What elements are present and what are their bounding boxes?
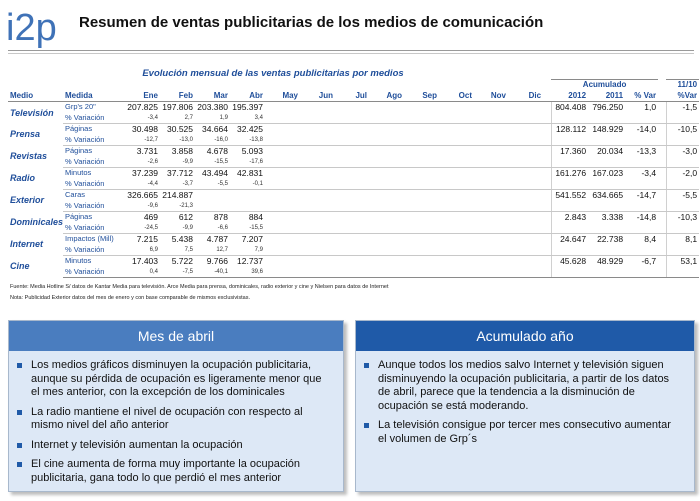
month-variation: -16,0 bbox=[195, 135, 230, 146]
col-month: Dic bbox=[508, 91, 543, 102]
col-month: Sep bbox=[404, 91, 439, 102]
month-value: 326.665 bbox=[127, 190, 158, 200]
table-row bbox=[8, 212, 699, 223]
variation-row bbox=[8, 245, 699, 256]
month-variation: 7,5 bbox=[160, 245, 195, 256]
panel-acumulado-ano bbox=[355, 320, 695, 492]
month-value: 3.858 bbox=[171, 146, 193, 156]
square-bullet-icon bbox=[17, 443, 22, 448]
month-variation: -6,6 bbox=[195, 223, 230, 234]
month-value: 37.239 bbox=[132, 168, 158, 178]
variation-row bbox=[8, 267, 699, 278]
medida-unit: Páginas bbox=[65, 146, 93, 155]
variacion-label: % Variación bbox=[63, 267, 123, 278]
variation-row bbox=[8, 157, 699, 168]
acc-2011: 167.023 bbox=[592, 168, 624, 178]
medida-unit: Páginas bbox=[65, 124, 93, 133]
acc-var: -14,0 bbox=[636, 124, 657, 134]
bullet-item bbox=[31, 458, 329, 485]
acc-2011: 22.738 bbox=[597, 234, 624, 244]
variacion-label: % Variación bbox=[63, 113, 123, 124]
var-1110: 53,1 bbox=[666, 256, 699, 267]
bullet-text: La televisión consigue por tercer mes consecutivo aumentar el volumen de Grp´s bbox=[378, 419, 671, 445]
month-variation: 1,9 bbox=[195, 113, 230, 124]
acc-var: 1,0 bbox=[644, 102, 657, 112]
column-header-row bbox=[8, 91, 699, 102]
variation-row bbox=[8, 201, 699, 212]
month-value: 9.766 bbox=[206, 256, 228, 266]
month-variation bbox=[230, 201, 265, 212]
variacion-label: % Variación bbox=[63, 157, 123, 168]
month-value: 197.806 bbox=[162, 102, 193, 112]
var-1110: -2,0 bbox=[666, 168, 699, 179]
medio-name: Prensa bbox=[10, 129, 41, 140]
month-variation: -13,8 bbox=[230, 135, 265, 146]
month-value: 214.887 bbox=[162, 190, 193, 200]
var-1110: -5,5 bbox=[666, 190, 699, 201]
bullet-list bbox=[9, 359, 343, 485]
month-variation: -9,6 bbox=[123, 201, 160, 212]
acc-2011: 20.034 bbox=[597, 146, 624, 156]
month-variation: -12,7 bbox=[123, 135, 160, 146]
col-month: Feb bbox=[160, 91, 195, 102]
month-variation: -0,1 bbox=[230, 179, 265, 190]
month-value: 34.664 bbox=[202, 124, 228, 134]
month-value: 5.093 bbox=[241, 146, 263, 156]
month-variation: 6,9 bbox=[123, 245, 160, 256]
var-1110: -3,0 bbox=[666, 146, 699, 157]
col-var1110: %Var bbox=[666, 91, 699, 102]
col-month: Jun bbox=[300, 91, 335, 102]
month-value: 4.678 bbox=[206, 146, 228, 156]
square-bullet-icon bbox=[364, 363, 369, 368]
medio-name: Internet bbox=[10, 239, 44, 250]
acc-2012: 128.112 bbox=[551, 124, 588, 135]
month-value: 37.712 bbox=[167, 168, 193, 178]
acc-2012: 804.408 bbox=[551, 102, 588, 113]
var-1110: -10,5 bbox=[666, 124, 699, 135]
col-month: Abr bbox=[230, 91, 265, 102]
medida-unit: Páginas bbox=[65, 212, 93, 221]
month-variation: -7,5 bbox=[160, 267, 195, 278]
month-variation: -9,9 bbox=[160, 157, 195, 168]
month-value bbox=[195, 190, 230, 201]
col-2012: 2012 bbox=[551, 91, 588, 102]
col-2011: 2011 bbox=[588, 91, 625, 102]
table-row bbox=[8, 234, 699, 245]
bullet-text: El cine aumenta de forma muy importante la ocupación publicitaria, gana todo lo que perdió el mes anterior bbox=[31, 458, 301, 484]
month-value: 5.438 bbox=[171, 234, 193, 244]
col-medida: Medida bbox=[63, 91, 123, 102]
month-variation: 3,4 bbox=[230, 113, 265, 124]
acc-2012: 161.276 bbox=[551, 168, 588, 179]
medio-name: Televisión bbox=[10, 107, 54, 118]
table-row bbox=[8, 124, 699, 135]
acc-var: -3,4 bbox=[641, 168, 657, 178]
panel-title: Acumulado año bbox=[356, 321, 694, 351]
col-month: Ago bbox=[369, 91, 404, 102]
medida-unit: Caras bbox=[65, 190, 86, 199]
panel-mes-abril bbox=[8, 320, 344, 492]
month-value: 612 bbox=[178, 212, 193, 222]
variacion-label: % Variación bbox=[63, 201, 123, 212]
table-row bbox=[8, 256, 699, 267]
growth-label: 11/10 bbox=[666, 80, 699, 91]
month-value: 30.498 bbox=[132, 124, 158, 134]
bullet-text: La radio mantiene el nivel de ocupación con respecto al mismo nivel del año anterior bbox=[31, 405, 303, 431]
col-month: Jul bbox=[335, 91, 369, 102]
variacion-label: % Variación bbox=[63, 223, 123, 234]
month-value: 30.525 bbox=[167, 124, 193, 134]
month-variation: -17,6 bbox=[230, 157, 265, 168]
acc-2012: 541.552 bbox=[551, 190, 588, 201]
table-subtitle: Evolución mensual de las ventas publicitarias por medios bbox=[142, 68, 404, 79]
acc-var: 8,4 bbox=[644, 234, 657, 244]
square-bullet-icon bbox=[17, 363, 22, 368]
col-month: Mar bbox=[195, 91, 230, 102]
month-value: 203.380 bbox=[197, 102, 228, 112]
acc-var: -14,7 bbox=[636, 190, 657, 200]
month-variation: 0,4 bbox=[123, 267, 160, 278]
header-divider bbox=[8, 50, 694, 51]
acumulado-label: Acumulado bbox=[551, 80, 658, 91]
col-month: May bbox=[265, 91, 300, 102]
bullet-item bbox=[378, 419, 680, 446]
variacion-label: % Variación bbox=[63, 245, 123, 256]
acumulado-header-row bbox=[8, 80, 699, 91]
medio-name: Exterior bbox=[10, 195, 45, 206]
panel-title: Mes de abril bbox=[9, 321, 343, 351]
square-bullet-icon bbox=[17, 462, 22, 467]
month-value: 42.831 bbox=[237, 168, 263, 178]
variacion-label: % Variación bbox=[63, 135, 123, 146]
acc-2012: 17.360 bbox=[551, 146, 588, 157]
month-value: 5.722 bbox=[171, 256, 193, 266]
month-value: 32.425 bbox=[237, 124, 263, 134]
bullet-text: Internet y televisión aumentan la ocupación bbox=[31, 438, 243, 451]
month-variation: 7,9 bbox=[230, 245, 265, 256]
col-pvar: % Var bbox=[625, 91, 658, 102]
month-value: 469 bbox=[143, 212, 158, 222]
month-variation: 2,7 bbox=[160, 113, 195, 124]
acc-2011: 796.250 bbox=[592, 102, 624, 112]
bullet-item bbox=[31, 406, 329, 433]
month-variation: -2,6 bbox=[123, 157, 160, 168]
medio-name: Dominicales bbox=[10, 217, 63, 228]
col-month: Ene bbox=[123, 91, 160, 102]
square-bullet-icon bbox=[17, 410, 22, 415]
month-variation: -15,5 bbox=[230, 223, 265, 234]
month-value: 7.207 bbox=[241, 234, 263, 244]
acc-2011: 634.665 bbox=[592, 190, 624, 200]
medio-name: Revistas bbox=[10, 151, 48, 162]
page-title: Resumen de ventas publicitarias de los medios de comunicación bbox=[79, 14, 544, 31]
month-value: 4.787 bbox=[206, 234, 228, 244]
bullet-list bbox=[356, 359, 694, 446]
month-variation: -13,0 bbox=[160, 135, 195, 146]
month-value: 3.731 bbox=[136, 146, 158, 156]
month-variation: -4,4 bbox=[123, 179, 160, 190]
month-variation: -24,5 bbox=[123, 223, 160, 234]
medida-unit: Minutos bbox=[65, 256, 92, 265]
acc-var: -13,3 bbox=[636, 146, 657, 156]
month-variation bbox=[195, 201, 230, 212]
month-variation: -5,5 bbox=[195, 179, 230, 190]
medio-name: Radio bbox=[10, 173, 36, 184]
table-row bbox=[8, 190, 699, 201]
acc-var: -6,7 bbox=[641, 256, 657, 266]
var-1110: -10,3 bbox=[666, 212, 699, 223]
header-divider-secondary bbox=[8, 53, 694, 54]
month-variation: -3,7 bbox=[160, 179, 195, 190]
sales-table bbox=[8, 79, 699, 278]
acc-2011: 148.929 bbox=[592, 124, 624, 134]
month-value: 884 bbox=[248, 212, 263, 222]
month-value: 17.403 bbox=[132, 256, 158, 266]
month-value: 12.737 bbox=[237, 256, 263, 266]
acc-var: -14,8 bbox=[636, 212, 657, 222]
acc-2012: 45.628 bbox=[551, 256, 588, 267]
bullet-item bbox=[31, 359, 329, 400]
exterior-note: Nota: Publicidad Exterior datos del mes de enero y con base comparable de mismos exclusivistas. bbox=[10, 295, 250, 301]
month-value bbox=[230, 190, 265, 201]
variation-row bbox=[8, 179, 699, 190]
variation-row bbox=[8, 223, 699, 234]
variacion-label: % Variación bbox=[63, 179, 123, 190]
table-row bbox=[8, 146, 699, 157]
col-medio: Medio bbox=[8, 91, 63, 102]
col-month: Nov bbox=[474, 91, 508, 102]
acc-2011: 3.338 bbox=[601, 212, 624, 222]
var-1110: -1,5 bbox=[666, 102, 699, 113]
month-value: 878 bbox=[213, 212, 228, 222]
month-variation: -15,5 bbox=[195, 157, 230, 168]
var-1110: 8,1 bbox=[666, 234, 699, 245]
month-variation: 12,7 bbox=[195, 245, 230, 256]
month-value: 195.397 bbox=[232, 102, 263, 112]
bullet-text: Aunque todos los medios salvo Internet y televisión siguen disminuyendo la ocupación publicitaria, a partir de los datos de abril, parece que la tendencia a la disminución de ocupación se está moderando. bbox=[378, 359, 670, 412]
acc-2012: 2.843 bbox=[551, 212, 588, 223]
acc-2012: 24.647 bbox=[551, 234, 588, 245]
i2p-logo bbox=[6, 6, 66, 50]
month-value: 207.825 bbox=[127, 102, 158, 112]
month-value: 43.494 bbox=[202, 168, 228, 178]
medio-name: Cine bbox=[10, 261, 30, 272]
medida-unit: Grp's 20" bbox=[65, 102, 96, 111]
month-variation: -21,3 bbox=[160, 201, 195, 212]
variation-row bbox=[8, 113, 699, 124]
square-bullet-icon bbox=[364, 423, 369, 428]
month-variation: 39,6 bbox=[230, 267, 265, 278]
bullet-item bbox=[378, 359, 680, 413]
col-month: Oct bbox=[439, 91, 474, 102]
logo-text: i2p bbox=[6, 7, 57, 49]
medida-unit: Impactos (Mill) bbox=[65, 234, 114, 243]
table-row bbox=[8, 102, 699, 113]
medida-unit: Minutos bbox=[65, 168, 92, 177]
bullet-item bbox=[31, 439, 329, 453]
month-value: 7.215 bbox=[136, 234, 158, 244]
month-variation: -3,4 bbox=[123, 113, 160, 124]
month-variation: -9,9 bbox=[160, 223, 195, 234]
acc-2011: 48.929 bbox=[597, 256, 624, 266]
source-note: Fuente: Media Hotline S/ datos de Kantar Media para televisión. Arce Media para prensa, dominicales, radio exterior y cine y Nielsen para datos de Internet bbox=[10, 284, 389, 290]
variation-row bbox=[8, 135, 699, 146]
bullet-text: Los medios gráficos disminuyen la ocupación publicitaria, aunque su pérdida de ocupación es ligeramente menor que el mes anterior, con la excepción de los dominicales bbox=[31, 359, 322, 398]
month-variation: -40,1 bbox=[195, 267, 230, 278]
table-row bbox=[8, 168, 699, 179]
